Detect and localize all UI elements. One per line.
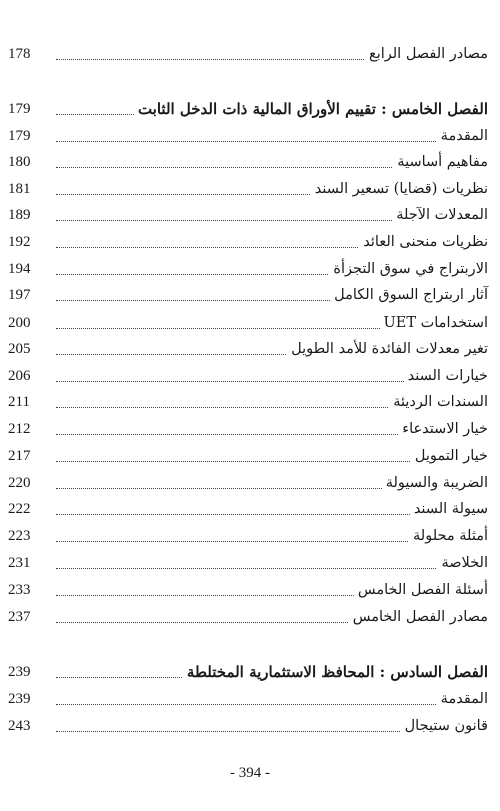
toc-entry-title: مصادر الفصل الخامس [349, 606, 488, 628]
toc-entry-title: المعدلات الآجلة [392, 204, 488, 226]
toc-entry-title: آثار اربتراج السوق الكامل [330, 284, 488, 306]
toc-entry-sources-ch5 [8, 606, 492, 628]
toc-page-number: 178 [8, 46, 31, 62]
toc-entry-title: السندات الرديئة [389, 391, 488, 413]
toc-entry-funding-option [8, 445, 492, 467]
toc-entry-intro-ch5 [8, 125, 492, 147]
toc-page-number: 179 [8, 101, 31, 117]
toc-page-number: 206 [8, 368, 31, 384]
toc-entry-forward-rates [8, 204, 492, 226]
toc-chapter-5-heading [8, 98, 492, 120]
toc-entry-title: مصادر الفصل الرابع [365, 43, 488, 65]
toc-page-number: 222 [8, 501, 31, 517]
toc-entry-glass-steagall [8, 715, 492, 737]
toc-page-number: 237 [8, 609, 31, 625]
toc-page-number: 200 [8, 315, 31, 331]
toc-entry-title: المقدمة [437, 688, 488, 710]
toc-page-number: 194 [8, 261, 31, 277]
toc-entry-questions-ch5 [8, 579, 492, 601]
toc-entry-title: سيولة السند [410, 498, 488, 520]
dot-leader [56, 704, 488, 705]
toc-page-number: 231 [8, 555, 31, 571]
toc-entry-yield-curve-theories [8, 231, 492, 253]
toc-entry-bond-liquidity [8, 498, 492, 520]
toc-entry-title: أسئلة الفصل الخامس [354, 579, 488, 601]
toc-entry-title: الخلاصة [437, 552, 488, 574]
toc-entry-arbitrage-stripping [8, 258, 492, 280]
toc-entry-bond-pricing-theorems [8, 178, 492, 200]
toc-entry-uet-uses [8, 312, 492, 334]
toc-entry-bond-options [8, 365, 492, 387]
toc-page-number: 223 [8, 528, 31, 544]
dot-leader [56, 568, 488, 569]
toc-entry-title: المقدمة [437, 125, 488, 147]
toc-entry-sources-ch4 [8, 43, 492, 65]
toc-entry-title: خيار الاستدعاء [398, 418, 488, 440]
toc-page-number: 239 [8, 691, 31, 707]
toc-page-number: 217 [8, 448, 31, 464]
toc-page-number: 212 [8, 421, 31, 437]
page-number-footer: - 394 - [230, 765, 270, 781]
toc-entry-title: خيار التمويل [411, 445, 488, 467]
toc-entry-title: استخدامات UET [380, 312, 488, 334]
toc-chapter-title: الفصل السادس : المحافظ الاستثمارية المختلطة [183, 661, 488, 683]
toc-entry-junk-bonds [8, 391, 492, 413]
toc-page-number: 243 [8, 718, 31, 734]
toc-entry-title: الاربتراج في سوق التجزأة [329, 258, 488, 280]
toc-entry-title: أمثلة محلولة [409, 525, 488, 547]
toc-page-number: 205 [8, 341, 31, 357]
toc-entry-title: نظريات (قضايا) تسعير السند [311, 178, 488, 200]
toc-entry-title: خيارات السند [404, 365, 488, 387]
toc-page-number: 220 [8, 475, 31, 491]
toc-page-number: 192 [8, 234, 31, 250]
toc-entry-title: نظريات منحنى العائد [359, 231, 488, 253]
toc-entry-complete-market-arbitrage [8, 284, 492, 306]
toc-entry-title: مفاهيم أساسية [393, 151, 488, 173]
toc-chapter-title: الفصل الخامس : تقييم الأوراق المالية ذات الدخل الثابت [134, 98, 488, 120]
toc-page-number: 197 [8, 287, 31, 303]
toc-page-number: 181 [8, 181, 31, 197]
toc-entry-tax-liquidity [8, 472, 492, 494]
toc-page-number: 211 [8, 394, 30, 410]
toc-entry-solved-examples [8, 525, 492, 547]
toc-page-number: 233 [8, 582, 31, 598]
toc-entry-basic-concepts [8, 151, 492, 173]
toc-entry-title: الضريبة والسيولة [382, 472, 488, 494]
toc-chapter-6-heading [8, 661, 492, 683]
toc-page-number: 239 [8, 664, 31, 680]
toc-page-number: 179 [8, 128, 31, 144]
toc-entry-summary [8, 552, 492, 574]
toc-page-number: 189 [8, 207, 31, 223]
toc-entry-title: تغير معدلات الفائدة للأمد الطويل [287, 338, 488, 360]
toc-entry-intro-ch6 [8, 688, 492, 710]
toc-entry-call-option [8, 418, 492, 440]
toc-entry-long-term-rate-change [8, 338, 492, 360]
toc-entry-title: قانون ستيجال [401, 715, 488, 737]
toc-page-number: 180 [8, 154, 31, 170]
dot-leader [56, 141, 488, 142]
